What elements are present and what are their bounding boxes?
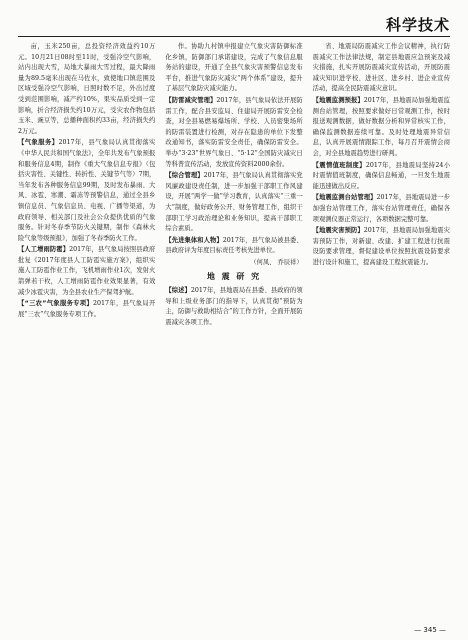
column-left <box>18 42 155 622</box>
article-paragraph: 省、地震局防震减灾工作会议精神，执行防震减灾工作法律法规，制定县地震应急预案及减灾措施，扎实开展防震减灾宣传活动，开展防震减灾知识进学校、进社区、进乡村、进企业宣传活动，提高全民防震减灾意识。 <box>312 43 450 93</box>
paragraph-heading: 【地震灾害预防】 <box>312 227 364 235</box>
article-paragraph <box>313 96 450 160</box>
paragraph-heading: 【先进集体和人物】 <box>165 236 223 244</box>
article-columns <box>18 42 450 622</box>
paragraph-heading: 【气象服务】 <box>18 139 59 147</box>
article-paragraph <box>165 236 302 257</box>
paragraph-text: 2017年，县地震局坚持24小时震情值班制度，确保信息畅通，一旦发生地震能迅速做出反应。 <box>312 161 450 190</box>
paragraph-heading: 【地震监测预报】 <box>312 96 364 104</box>
section-title: 科学技术 <box>385 16 450 34</box>
article-paragraph <box>313 161 450 193</box>
paragraph-text: 2017年，县地震局在县委、县政府的领导和上级业务部门的指导下，认真贯彻“预防为主，防御与救助相结合”的工作方针，全面开展防震减灾各项工作。 <box>165 287 303 326</box>
paragraph-text: 2017年，县地震局加强地震监测台站管理，按照要求做好日常观测工作，按时报送观测数据，做好数据分析和异常核实工作，确保监测数据连续可靠。及时处理地震异常信息，认真开展震情跟踪工作，每月召开震情会商会，对全县地震趋势进行研判。 <box>312 96 450 157</box>
paragraph-heading: 【震情值班制度】 <box>312 161 366 169</box>
paragraph-text: 2017年，县气象局被县委、县政府评为年度目标责任考核先进单位。 <box>165 236 303 255</box>
article-paragraph: 亩，玉米250亩，总投资经济效益约10万元。10月21日08时至11时，受强冷空气影响，站内出现大雪，局地大暴雨大雪过程，最大降雨量为89.5毫米出现在马佐水，致使地口镇范围及区域受强冷空气影响，日照时数不足，外出过度受到范围影响，减产约10%，果实品质受到一定影响，折合经济损失约10万元，受灾农作物包括玉米、豌豆等，总播种面积约33亩，经济损失约2万元。 <box>18 43 156 135</box>
author-byline: （何凤、 乔辰祥） <box>250 258 303 266</box>
article-paragraph <box>313 226 450 268</box>
paragraph-text: 2017年，县地震局加强地震灾害预防工作，对新建、改建、扩建工程进行抗震设防要求管理，督促建设单位按照抗震设防要求进行设计和施工，提高建设工程抗震能力。 <box>312 227 450 266</box>
paragraph-text: 2017年，县气象局按照县政府批复《2017年度县人工防雹实施方案》，组织实施人工防雹作业工作，飞机增雨作业1次，发射火箭弹若干枚，人工增雨防雹作业效果显著，有效减少冰雹灾害，为全县农业生产保驾护航。 <box>18 246 156 296</box>
page-number: — 345 — <box>414 626 446 634</box>
section-heading: 地 震 研 究 <box>206 272 262 282</box>
article-paragraph <box>165 171 302 235</box>
header-rule <box>18 36 450 37</box>
column-middle <box>165 42 302 622</box>
paragraph-heading: 【地震监测台站管理】 <box>312 194 377 202</box>
article-paragraph: 作。协助九村镇申报建立气象灾害防御标准化乡镇，防御部门承诺建设，完成了气象信息服务站的建设，开通了全县气象灾害预警信息发布平台，推进气象防灾减灾“两个体系”建设，提升了基层气象防灾减灾能力。 <box>165 43 303 93</box>
article-paragraph <box>165 96 302 170</box>
paragraph-text: 2017年，县气象局认真贯彻落实党风廉政建设责任制，进一步加强干部职工作风建设，开展“两学一做”学习教育，认真落实“三重一大”制度，做好政务公开、财务管理工作，组织干部职工学习政治理论和业务知识，提高干部职工综合素质。 <box>165 172 303 233</box>
column-right <box>313 42 450 622</box>
paragraph-heading: 【“三农”气象服务专项】 <box>18 300 94 308</box>
paragraph-text: 2017年，县气象局开展“三农”气象服务专项工作。 <box>18 300 156 318</box>
paragraph-text: 2017年，县地震局进一步加强台站管理工作，落实台站管理责任，确保各项观测仪器正常运行，各项数据完整可靠。 <box>312 194 450 223</box>
paragraph-heading: 【综合管理】 <box>165 172 204 180</box>
article-paragraph <box>18 245 155 298</box>
article-paragraph <box>313 193 450 225</box>
article-paragraph <box>18 138 155 244</box>
paragraph-heading: 【综述】 <box>165 287 191 295</box>
paragraph-text: 2017年，县气象局认真贯彻落实《中华人民共和国气象法》，全年共发布气象预报和服务信息4期，制作《重大气象信息专报》（包括灾害性、关键性、转折性、关键节气等）7期，当年发布各种服务信息99期，及时发布暴雨、大风、冰雹、寒潮、霜冻等预警信息，通过全县乡镇信息员、气象信息员、电视、广播等渠道，为政府领导、相关部门及社会公众提供优质的气象服务。针对冬春季节防火关键期，制作《森林火险气象等级预报》，加强了冬春季防火工作。 <box>18 139 156 242</box>
paragraph-heading: 【人工增雨防雹】 <box>18 246 70 254</box>
page-header <box>0 0 468 38</box>
article-paragraph <box>165 286 302 328</box>
paragraph-text: 2017年，县气象局依法开展防雷工作，配合县安监局、住建局开展防雷安全检查，对全县易燃易爆场所、学校、人员密集场所的防雷装置进行检测，对存在隐患的单位下发整改通知书，落实防雷安全责任，确保防雷安全。举办“3·23”世界气象日、“5·12”全国防灾减灾日等科普宣传活动，发放宣传资料2000余份。 <box>165 96 303 168</box>
paragraph-heading: 【防雷减灾管理】 <box>165 96 217 104</box>
article-paragraph <box>18 299 155 320</box>
